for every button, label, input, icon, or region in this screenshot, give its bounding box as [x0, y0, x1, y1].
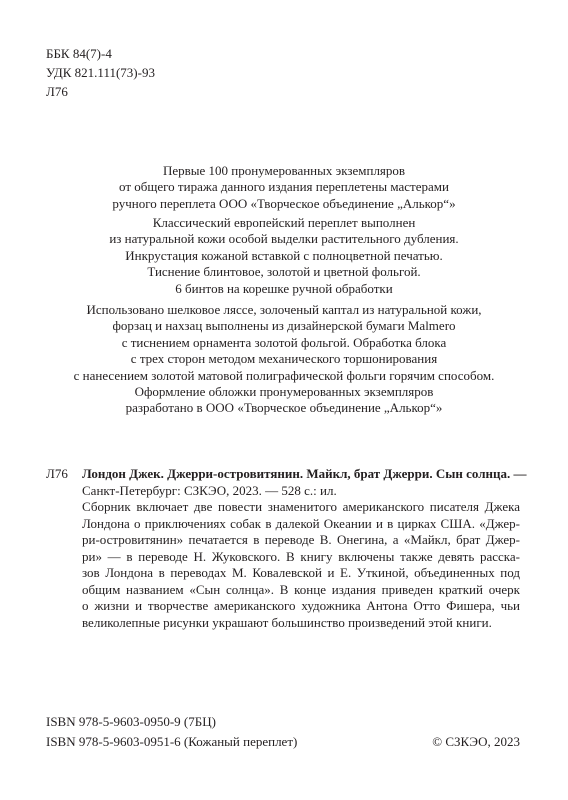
isbn-block: [46, 712, 297, 752]
text-line: форзац и нахзац выполнены из дизайнерской бумаги Malmero: [112, 318, 456, 334]
text-line: с нанесением золотой матовой полиграфической фольги горячим способом.: [73, 367, 495, 383]
classification-codes: [46, 44, 155, 101]
text-line: Инкрустация кожаной вставкой с полноцветной печатью.: [125, 247, 443, 263]
annotation-line: Сборник включает две повести знаменитого американского писателя Джека: [82, 499, 520, 514]
annotation-line: Лондона о приключениях собак в далекой Океании и в цирках США. «Джер-: [82, 515, 520, 531]
text-line: разработано в ООО «Творческое объединение „Алькор“»: [125, 400, 443, 416]
text-line: ручного переплета ООО «Творческое объединение „Алькор“»: [112, 195, 456, 211]
catalog-title: Лондон Джек. Джерри-островитянин. Майкл, брат Джерри. Сын солнца. —: [82, 466, 527, 481]
catalog-entry: [46, 466, 527, 631]
text-line: Тиснение блинтовое, золотой и цветной фольгой.: [147, 264, 421, 280]
annotation-line: общим названием «Сын солнца». В конце издания приведен краткий очерк: [82, 581, 520, 597]
isbn-line: ISBN 978-5-9603-0951-6 (Кожаный переплет): [46, 734, 298, 749]
binding-paragraph-2: [30, 215, 538, 297]
author-mark: Л76: [46, 84, 68, 99]
annotation-line: ри» — в переводе Н. Жуковского. В книгу включены также девять расска-: [82, 548, 520, 564]
binding-paragraph-3: [30, 302, 538, 417]
annotation-line: зов Лондона в переводах М. Ковалевской и Е. Уткиной, объединенных под: [82, 565, 520, 580]
annotation-line: о жизни и творчестве американского художника Антона Отто Фишера, чьи: [82, 598, 520, 613]
text-line: 6 бинтов на корешке ручной обработки: [175, 280, 393, 296]
copyright-notice: © СЗКЭО, 2023: [432, 734, 520, 749]
catalog-code: Л76: [46, 466, 68, 481]
text-line: Использовано шелковое ляссе, золоченый каптал из натуральной кожи,: [86, 302, 482, 317]
catalog-title-line: [46, 466, 527, 483]
text-line: с трех сторон методом механического торшонирования: [130, 351, 438, 367]
udk-code: УДК 821.111(73)-93: [46, 65, 155, 80]
text-line: с тиснением орнамента золотой фольгой. Обработка блока: [121, 334, 447, 350]
bbk-code: ББК 84(7)-4: [46, 46, 112, 61]
text-line: из натуральной кожи особой выделки растительного дубления.: [109, 231, 459, 247]
text-line: Классический европейский переплет выполнен: [152, 215, 416, 230]
text-line: Первые 100 пронумерованных экземпляров: [162, 163, 406, 178]
text-line: от общего тиража данного издания переплетены мастерами: [119, 179, 449, 195]
text-line: Оформление обложки пронумерованных экземпляров: [134, 384, 434, 400]
catalog-imprint: Санкт-Петербург: СЗКЭО, 2023. — 528 с.: ил.: [82, 482, 337, 498]
binding-paragraph-1: [30, 163, 538, 212]
annotation-line: ри-островитянин» печатается в переводе В. Онегина, а «Майкл, брат Джер-: [82, 532, 520, 547]
annotation-line: великолепные рисунки украшают большинство произведений этой книги.: [82, 614, 492, 630]
isbn-line: ISBN 978-5-9603-0950-9 (7БЦ): [46, 714, 216, 729]
